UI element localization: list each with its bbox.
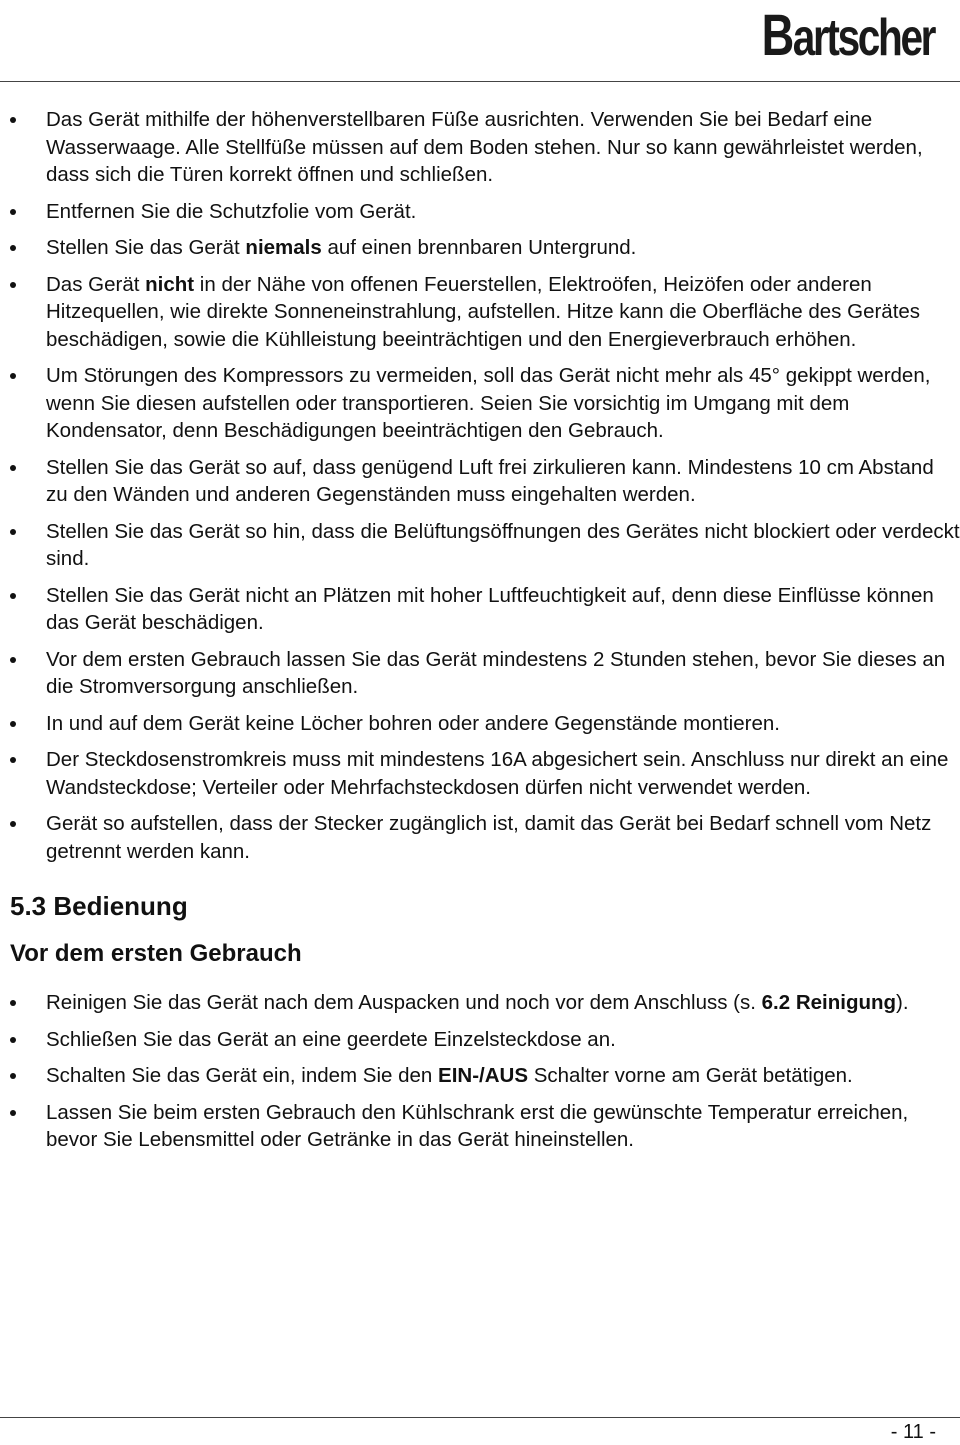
item-text: Lassen Sie beim ersten Gebrauch den Kühlschrank erst die gewünschte Temperatur erreichen, bevor Sie Lebensmittel oder Getränke in das Gerät hineinstellen. xyxy=(46,1100,909,1151)
list-item xyxy=(0,234,960,262)
item-text: Stellen Sie das Gerät so hin, dass die Belüftungsöffnungen des Gerätes nicht blockiert oder verdeckt sind. xyxy=(46,519,960,570)
item-text: ). xyxy=(896,991,909,1014)
brand-logo-initial: B xyxy=(761,3,793,68)
list-item xyxy=(0,106,960,189)
section-heading: 5.3 Bedienung xyxy=(10,891,188,921)
list-item xyxy=(0,1026,960,1054)
item-text: Der Steckdosenstromkreis muss mit mindestens 16A abgesichert sein. Anschluss nur direkt an eine Wandsteckdose; Verteiler oder Mehrfachsteckdosen dürfen nicht verwendet werden. xyxy=(46,748,949,799)
list-item xyxy=(0,582,960,637)
item-text: Das Gerät mithilfe der höhenverstellbaren Füße ausrichten. Verwenden Sie bei Bedarf eine Wasserwaage. Alle Stellfüße müssen auf dem Boden stehen. Nur so kann gewährleistet werden, dass sich die Türen korrekt öffnen und schließen. xyxy=(46,108,923,186)
item-text: Um Störungen des Kompressors zu vermeiden, soll das Gerät nicht mehr als 45° gekippt werden, wenn Sie diesen aufstellen oder transportieren. Seien Sie vorsichtig im Umgang mit dem Kondensator, denn Beschädigungen beeinträchtigen den Gebrauch. xyxy=(46,364,931,442)
document-body xyxy=(0,106,960,1163)
item-text: Das Gerät xyxy=(46,272,146,296)
list-item xyxy=(0,362,960,445)
page-number: - 11 - xyxy=(890,1421,936,1443)
list-item xyxy=(0,1099,960,1154)
emphasis-text: 6.2 Reinigung xyxy=(761,991,897,1014)
emphasis-text: niemals xyxy=(245,236,322,259)
item-text: in der Nähe von offenen Feuerstellen, Elektroöfen, Heizöfen oder anderen Hitzequellen, wie direkte Sonneneinstrahlung, aufstellen. Hitze kann die Oberfläche des Gerätes beschädigen, sowie die Kühlleistung beeinträchtigen und den Energieverbrauch erhöhen. xyxy=(46,272,921,351)
item-text: Schalter vorne am Gerät betätigen. xyxy=(528,1064,853,1087)
item-text: Vor dem ersten Gebrauch lassen Sie das Gerät mindestens 2 Stunden stehen, bevor Sie dieses an die Stromversorgung anschließen. xyxy=(46,647,946,698)
item-text: Schalten Sie das Gerät ein, indem Sie den xyxy=(46,1064,439,1087)
list-item xyxy=(0,710,960,738)
emphasis-text: nicht xyxy=(145,272,195,296)
item-text: Stellen Sie das Gerät so auf, dass genügend Luft frei zirkulieren kann. Mindestens 10 cm Abstand zu den Wänden und anderen Gegenständen muss eingehalten werden. xyxy=(46,455,934,506)
installation-instructions-list xyxy=(0,106,960,865)
item-text: auf einen brennbaren Untergrund. xyxy=(321,236,637,259)
list-item xyxy=(0,746,960,801)
list-item xyxy=(0,646,960,701)
emphasis-text: EIN-/AUS xyxy=(438,1064,528,1087)
item-text: Entfernen Sie die Schutzfolie vom Gerät. xyxy=(46,199,417,223)
item-text: In und auf dem Gerät keine Löcher bohren oder andere Gegenstände montieren. xyxy=(46,711,780,735)
list-item xyxy=(0,271,960,354)
item-text: Schließen Sie das Gerät an eine geerdete Einzelsteckdose an. xyxy=(46,1027,616,1051)
list-item xyxy=(0,810,960,865)
item-text: Stellen Sie das Gerät nicht an Plätzen mit hoher Luftfeuchtigkeit auf, denn diese Einflüsse können das Gerät beschädigen. xyxy=(46,583,934,634)
list-item xyxy=(0,198,960,226)
header-divider xyxy=(0,81,960,82)
item-text: Gerät so aufstellen, dass der Stecker zugänglich ist, damit das Gerät bei Bedarf schnell vom Netz getrennt werden kann. xyxy=(46,812,932,863)
list-item xyxy=(0,1062,960,1090)
first-use-instructions-list xyxy=(0,989,960,1154)
brand-logo xyxy=(762,2,934,69)
brand-logo-text: artscher xyxy=(792,9,934,67)
footer-divider xyxy=(0,1417,960,1418)
subsection-heading: Vor dem ersten Gebrauch xyxy=(10,940,302,967)
item-text: Stellen Sie das Gerät xyxy=(46,236,246,259)
list-item xyxy=(0,518,960,573)
item-text: Reinigen Sie das Gerät nach dem Auspacken und noch vor dem Anschluss (s. xyxy=(46,991,762,1014)
list-item xyxy=(0,454,960,509)
list-item xyxy=(0,989,960,1017)
